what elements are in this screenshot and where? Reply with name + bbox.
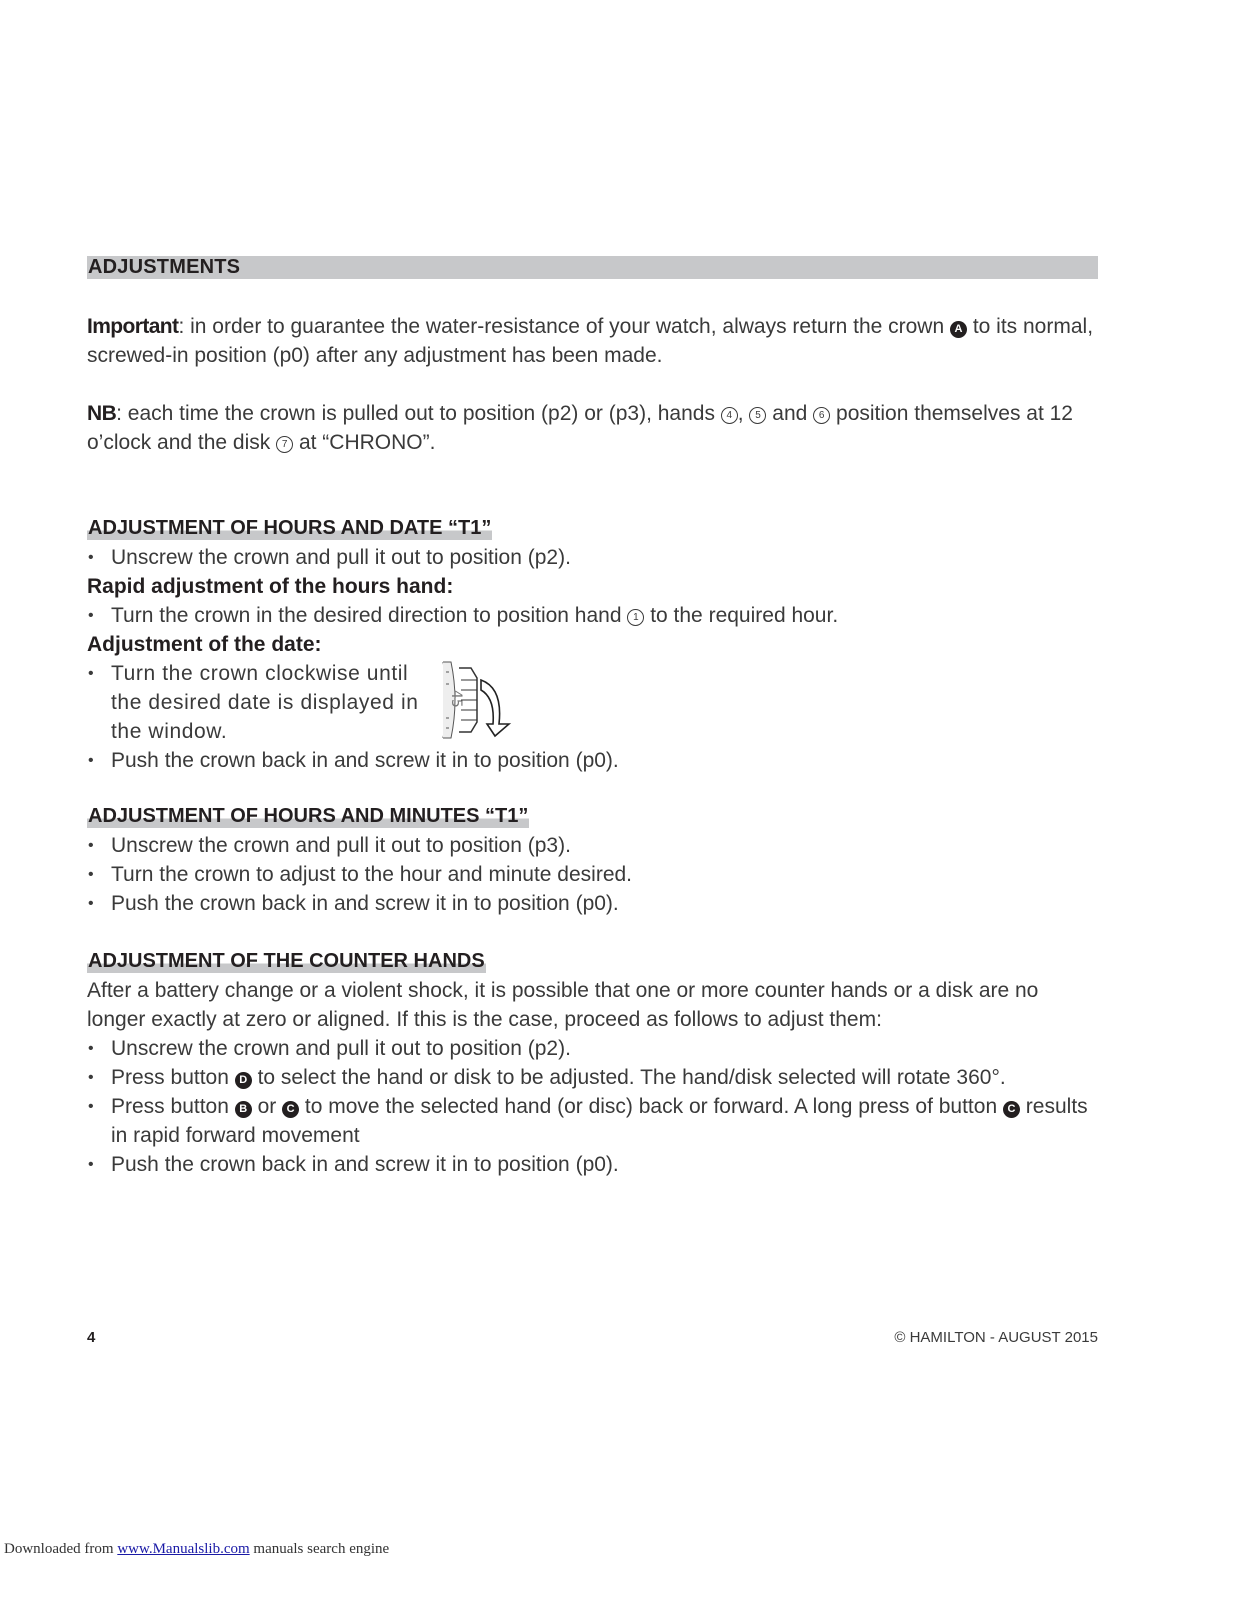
important-text-end: to its normal, screwed-in position (p0) after any adjustment has been made. bbox=[87, 315, 1094, 367]
counter-intro: After a battery change or a violent shock, it is possible that one or more counter hands or a disk are no longer exactly at zero or aligned. If this is the case, proceed as follows to adjust them: bbox=[87, 979, 1039, 1031]
download-notice bbox=[4, 1541, 389, 1558]
button-c-icon: C bbox=[282, 1101, 299, 1118]
section-title-text: ADJUSTMENT OF HOURS AND DATE “T1” bbox=[88, 517, 492, 539]
button-d-icon: D bbox=[235, 1072, 252, 1089]
section-title-text: ADJUSTMENT OF HOURS AND MINUTES “T1” bbox=[88, 805, 529, 827]
list-item-text-mid: to move the selected hand (or disc) back or forward. A long press of button bbox=[299, 1095, 1003, 1118]
list-item bbox=[87, 1063, 1098, 1092]
hours-date-list bbox=[87, 543, 1098, 572]
rapid-adjustment-title: Rapid adjustment of the hours hand: bbox=[87, 575, 454, 598]
nb-text-2: position themselves at 12 o’clock and the disk bbox=[87, 402, 1073, 454]
list-item bbox=[87, 659, 1098, 746]
section-title-counter-hands bbox=[87, 949, 486, 973]
list-item: • Unscrew the crown and pull it out to position (p2). bbox=[87, 1034, 1098, 1063]
important-text: : in order to guarantee the water-resistance of your watch, always return the crown bbox=[178, 315, 950, 338]
page-title: ADJUSTMENTS bbox=[88, 256, 241, 278]
section-title-hours-date bbox=[87, 516, 492, 540]
list-item-text: Press button bbox=[111, 1066, 235, 1089]
section-title-hours-minutes bbox=[87, 804, 529, 828]
list-item bbox=[87, 601, 1098, 630]
list-item: • Push the crown back in and screw it in to position (p0). bbox=[87, 1150, 1098, 1179]
download-prefix: Downloaded from bbox=[4, 1541, 118, 1557]
list-item-text-end: to select the hand or disk to be adjusted. The hand/disk selected will rotate 360°. bbox=[251, 1066, 1006, 1089]
nb-sep: , bbox=[737, 402, 750, 425]
nb-sep-and: and bbox=[766, 402, 814, 425]
manualslib-link[interactable]: www.Manualslib.com bbox=[117, 1541, 250, 1557]
copyright: © HAMILTON - AUGUST 2015 bbox=[894, 1329, 1098, 1346]
nb-text-3: at “CHRONO”. bbox=[293, 431, 436, 454]
list-item-text-or: or bbox=[251, 1095, 283, 1118]
nb-note bbox=[87, 399, 1098, 457]
list-item bbox=[87, 1092, 1098, 1150]
important-label: Important bbox=[87, 315, 179, 338]
disk-7-icon: 7 bbox=[276, 436, 293, 453]
hours-minutes-list bbox=[87, 831, 1098, 918]
date-window-label: 45 bbox=[448, 690, 464, 708]
date-adjustment-title: Adjustment of the date: bbox=[87, 633, 322, 656]
crown-marker-icon: A bbox=[950, 321, 967, 338]
list-item: • Turn the crown to adjust to the hour and minute desired. bbox=[87, 860, 1098, 889]
page-number: 4 bbox=[87, 1329, 96, 1346]
download-suffix: manuals search engine bbox=[249, 1541, 390, 1557]
nb-label: NB bbox=[87, 402, 117, 425]
list-item-text-end: results in rapid forward movement bbox=[111, 1095, 1088, 1147]
list-item-text: Turn the crown in the desired direction to position hand bbox=[111, 604, 628, 627]
hand-4-icon: 4 bbox=[721, 407, 738, 424]
hand-6-icon: 6 bbox=[813, 407, 830, 424]
section-title-text: ADJUSTMENT OF THE COUNTER HANDS bbox=[88, 950, 485, 972]
list-item: • Unscrew the crown and pull it out to position (p2). bbox=[87, 543, 1098, 572]
button-b-icon: B bbox=[235, 1101, 252, 1118]
rapid-list bbox=[87, 601, 1098, 630]
date-line-3: the window. bbox=[111, 720, 228, 743]
hand-1-icon: 1 bbox=[627, 609, 644, 626]
date-list bbox=[87, 659, 1098, 775]
counter-list bbox=[87, 1034, 1098, 1179]
crown-rotation-figure bbox=[437, 660, 517, 740]
date-line-2: the desired date is displayed in bbox=[111, 691, 419, 714]
hand-5-icon: 5 bbox=[749, 407, 766, 424]
important-note bbox=[87, 312, 1098, 370]
date-line-1: Turn the crown clockwise until bbox=[111, 662, 409, 685]
nb-text: : each time the crown is pulled out to position (p2) or (p3), hands bbox=[116, 402, 721, 425]
list-item-text-end: to the required hour. bbox=[644, 604, 839, 627]
list-item: • Push the crown back in and screw it in to position (p0). bbox=[87, 746, 1098, 775]
list-item: • Unscrew the crown and pull it out to position (p3). bbox=[87, 831, 1098, 860]
list-item: • Push the crown back in and screw it in to position (p0). bbox=[87, 889, 1098, 918]
button-c-icon: C bbox=[1003, 1101, 1020, 1118]
list-item-text: Press button bbox=[111, 1095, 235, 1118]
